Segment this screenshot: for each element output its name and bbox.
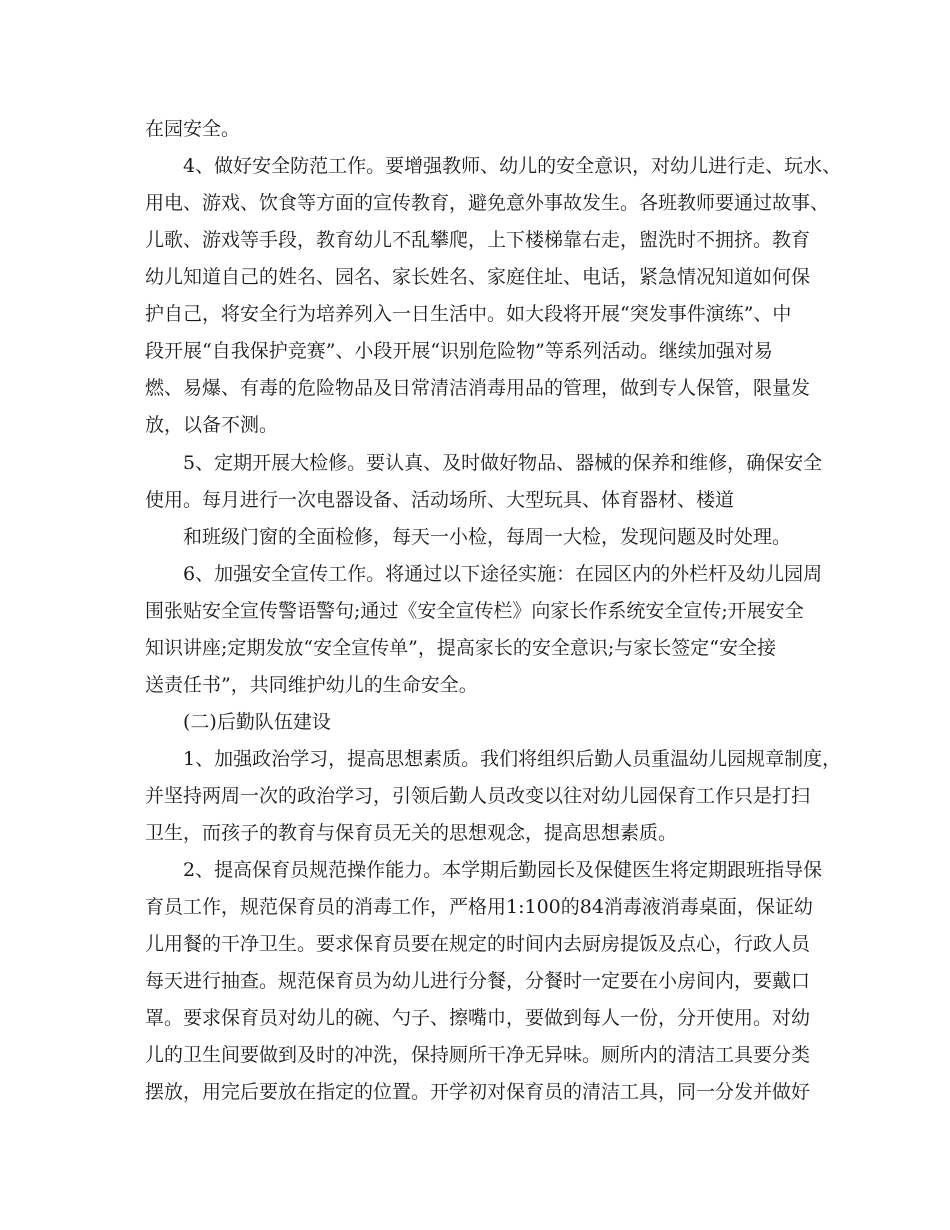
text-line-10: 5、定期开展大检修。要认真、及时做好物品、器械的保养和维修，确保安全	[183, 452, 823, 474]
text-line-24: 每天进行抽查。规范保育员为幼儿进行分餐，分餐时一定要在小房间内，要戴口	[145, 970, 811, 992]
text-line-5: 幼儿知道自己的姓名、园名、家长姓名、家庭住址、电话，紧急情况知道如何保	[145, 266, 811, 288]
text-line-25: 罩。要求保育员对幼儿的碗、勺子、擦嘴巾，要做到每人一份，分开使用。对幼	[145, 1007, 811, 1029]
text-line-1: 在园安全。	[145, 118, 241, 140]
text-line-11: 使用。每月进行一次电器设备、活动场所、大型玩具、体育器材、楼道	[145, 489, 735, 511]
text-line-18: 1、加强政治学习，提高思想素质。我们将组织后勤人员重温幼儿园规章制度，	[183, 748, 842, 770]
text-line-16: 送责任书”，共同维护幼儿的生命安全。	[145, 674, 478, 696]
text-line-12: 和班级门窗的全面检修，每天一小检，每周一大检，发现问题及时处理。	[183, 526, 792, 548]
text-line-19: 并坚持两周一次的政治学习，引领后勤人员改变以往对幼儿园保育工作只是打扫	[145, 785, 811, 807]
text-line-27: 摆放，用完后要放在指定的位置。开学初对保育员的清洁工具，同一分发并做好	[145, 1081, 811, 1103]
text-line-13: 6、加强安全宣传工作。将通过以下途径实施：在园区内的外栏杆及幼儿园周	[183, 563, 823, 585]
text-line-8: 燃、易爆、有毒的危险物品及日常清洁消毒用品的管理，做到专人保管，限量发	[145, 377, 811, 399]
text-line-6: 护自己，将安全行为培养列入一日生活中。如大段将开展“突发事件演练”、中	[145, 303, 792, 325]
text-line-4: 儿歌、游戏等手段，教育幼儿不乱攀爬，上下楼梯靠右走，盥洗时不拥挤。教育	[145, 229, 811, 251]
text-line-26: 儿的卫生间要做到及时的冲洗，保持厕所干净无异味。厕所内的清洁工具要分类	[145, 1044, 811, 1066]
text-line-9: 放，以备不测。	[145, 414, 279, 436]
text-line-2: 4、做好安全防范工作。要增强教师、幼儿的安全意识，对幼儿进行走、玩水、	[183, 155, 842, 177]
text-line-21: 2、提高保育员规范操作能力。本学期后勤园长及保健医生将定期跟班指导保	[183, 859, 823, 881]
text-line-23: 儿用餐的干净卫生。要求保育员要在规定的时间内去厨房提饭及点心，行政人员	[145, 933, 811, 955]
text-line-14: 围张贴安全宣传警语警句;通过《安全宣传栏》向家长作系统安全宣传;开展安全	[145, 600, 804, 622]
text-line-22: 育员工作，规范保育员的消毒工作，严格用1:100的84消毒液消毒桌面，保证幼	[145, 896, 813, 918]
text-line-7: 段开展“自我保护竞赛”、小段开展“识别危险物”等系列活动。继续加强对易	[145, 340, 773, 362]
section-heading: (二)后勤队伍建设	[183, 711, 331, 733]
text-line-20: 卫生，而孩子的教育与保育员无关的思想观念，提高思想素质。	[145, 822, 678, 844]
text-line-15: 知识讲座;定期发放“安全宣传单”，提高家长的安全意识;与家长签定“安全接	[145, 637, 776, 659]
text-line-3: 用电、游戏、饮食等方面的宣传教育，避免意外事故发生。各班教师要通过故事、	[145, 192, 830, 214]
